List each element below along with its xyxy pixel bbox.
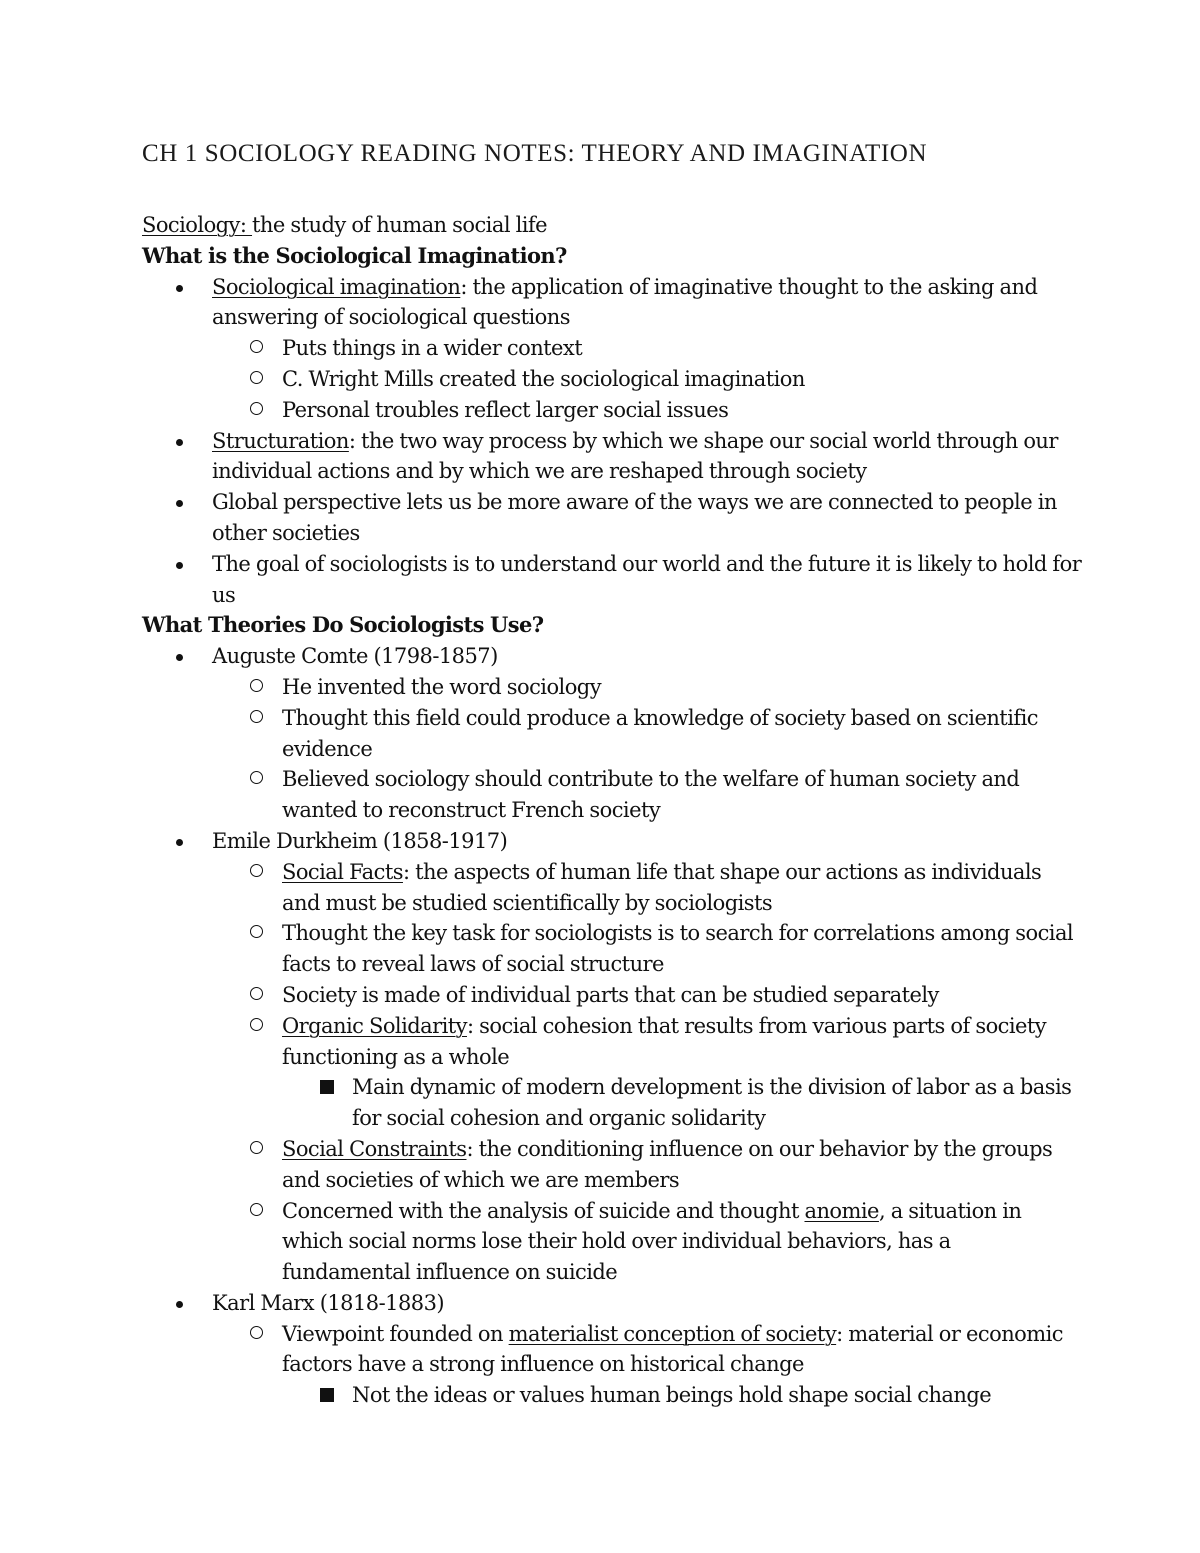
item-text: Thought the key task for sociologists is to search for correlations among social facts to reveal laws of social structure (282, 921, 1074, 977)
bullet-circle-icon (250, 1018, 263, 1031)
sub-list-item (212, 918, 1082, 980)
sub-list-item (212, 395, 1082, 426)
bullet-dot-icon (176, 500, 183, 507)
sub-list-item (212, 364, 1082, 395)
bullet-dot-icon (176, 285, 183, 292)
sub-list (212, 1319, 1082, 1411)
section-heading: What is the Sociological Imagination? (142, 242, 567, 268)
bullet-dot-icon (176, 839, 183, 846)
bullet-list (142, 641, 1082, 1411)
item-text: Thought this field could produce a knowledge of society based on scientific evidence (282, 705, 1038, 761)
sub-list-item (212, 1134, 1082, 1196)
bullet-square-icon (320, 1388, 334, 1402)
item-text: Believed sociology should contribute to the welfare of human society and wanted to reconstruct French society (282, 767, 1020, 823)
sub-list-item (212, 703, 1082, 765)
sub-list (212, 672, 1082, 826)
term: materialist conception of society (508, 1321, 837, 1346)
bullet-circle-icon (250, 987, 263, 1000)
item-text: Society is made of individual parts that can be studied separately (282, 982, 939, 1007)
list-item (142, 641, 1082, 826)
item-text: The goal of sociologists is to understand our world and the future it is likely to hold for us (212, 551, 1082, 607)
bullet-dot-icon (176, 654, 183, 661)
bullet-circle-icon (250, 340, 263, 353)
sub-list-item (212, 1011, 1082, 1134)
sub-sub-list-item (282, 1072, 1082, 1134)
item-text: : the two way process by which we shape our social world through our individual actions and by which we are reshaped through society (212, 428, 1058, 484)
item-text: He invented the word sociology (282, 674, 602, 699)
document-title: CH 1 SOCIOLOGY READING NOTES: THEORY AND IMAGINATION (142, 140, 928, 167)
item-text: : material or economic factors have a strong influence on historical change (282, 1321, 1064, 1377)
bullet-circle-icon (250, 1326, 263, 1339)
item-text: Karl Marx (1818-1883) (212, 1290, 445, 1315)
item-text: Puts things in a wider context (282, 336, 583, 361)
item-text: Global perspective lets us be more aware of the ways we are connected to people in other societies (212, 490, 1057, 545)
term: Organic Solidarity (282, 1013, 467, 1038)
bullet-circle-icon (250, 771, 263, 784)
sub-list (212, 857, 1082, 1288)
bullet-circle-icon (250, 1141, 263, 1154)
sociology-definition (142, 210, 1082, 241)
bullet-dot-icon (176, 1301, 183, 1308)
sub-sub-list (282, 1072, 1082, 1134)
item-text: Emile Durkheim (1858-1917) (212, 828, 508, 853)
list-item (142, 487, 1082, 549)
sub-sub-list-item (282, 1380, 1082, 1411)
list-item (142, 549, 1082, 611)
bullet-list (142, 272, 1082, 611)
item-text: Personal troubles reflect larger social issues (282, 397, 729, 422)
list-item (142, 426, 1082, 488)
term: Sociological imagination (212, 274, 461, 299)
definition-text: the study of human social life (252, 213, 548, 237)
bullet-circle-icon (250, 679, 263, 692)
sub-list-item (212, 764, 1082, 826)
sub-list-item (212, 857, 1082, 919)
item-text: Not the ideas or values human beings hold shape social change (352, 1383, 992, 1408)
sub-list-item (212, 1319, 1082, 1411)
bullet-circle-icon (250, 710, 263, 723)
item-text: : social cohesion that results from various parts of society functioning as a whole (282, 1013, 1047, 1069)
list-item (142, 272, 1082, 426)
sub-list-item (212, 1196, 1082, 1288)
item-text: Auguste Comte (1798-1857) (212, 644, 498, 669)
sub-sub-list (282, 1380, 1082, 1411)
sub-list-item (212, 980, 1082, 1011)
list-item (142, 826, 1082, 1288)
bullet-dot-icon (176, 562, 183, 569)
definition-term: Sociology: (142, 213, 253, 237)
item-text: : the application of imaginative thought to the asking and answering of sociological questions (212, 274, 1038, 330)
item-text: : the aspects of human life that shape our actions as individuals and must be studied scientifically by sociologists (282, 859, 1042, 915)
term: Social Constraints (282, 1136, 467, 1161)
list-item (142, 1288, 1082, 1411)
bullet-circle-icon (250, 371, 263, 384)
item-text: : the conditioning influence on our behavior by the groups and societies of which we are members (282, 1136, 1053, 1192)
document-body (142, 210, 1082, 1411)
term: Social Facts (282, 859, 403, 884)
bullet-circle-icon (250, 402, 263, 415)
item-text: Main dynamic of modern development is the division of labor as a basis for social cohesion and organic solidarity (352, 1075, 1072, 1131)
sub-list-item (212, 672, 1082, 703)
bullet-circle-icon (250, 864, 263, 877)
bullet-circle-icon (250, 1203, 263, 1216)
term: anomie (804, 1198, 879, 1223)
sub-list (212, 333, 1082, 425)
section-heading: What Theories Do Sociologists Use? (142, 612, 544, 638)
sub-list-item (212, 333, 1082, 364)
item-prefix: Viewpoint founded on (282, 1321, 509, 1346)
item-prefix: Concerned with the analysis of suicide and thought (282, 1198, 805, 1223)
bullet-square-icon (320, 1080, 334, 1094)
item-text: C. Wright Mills created the sociological imagination (282, 366, 805, 391)
bullet-circle-icon (250, 925, 263, 938)
item-text: , a situation in which social norms lose their hold over individual behaviors, has a fundamental influence on suicide (282, 1198, 1022, 1285)
term: Structuration (212, 428, 349, 453)
bullet-dot-icon (176, 439, 183, 446)
